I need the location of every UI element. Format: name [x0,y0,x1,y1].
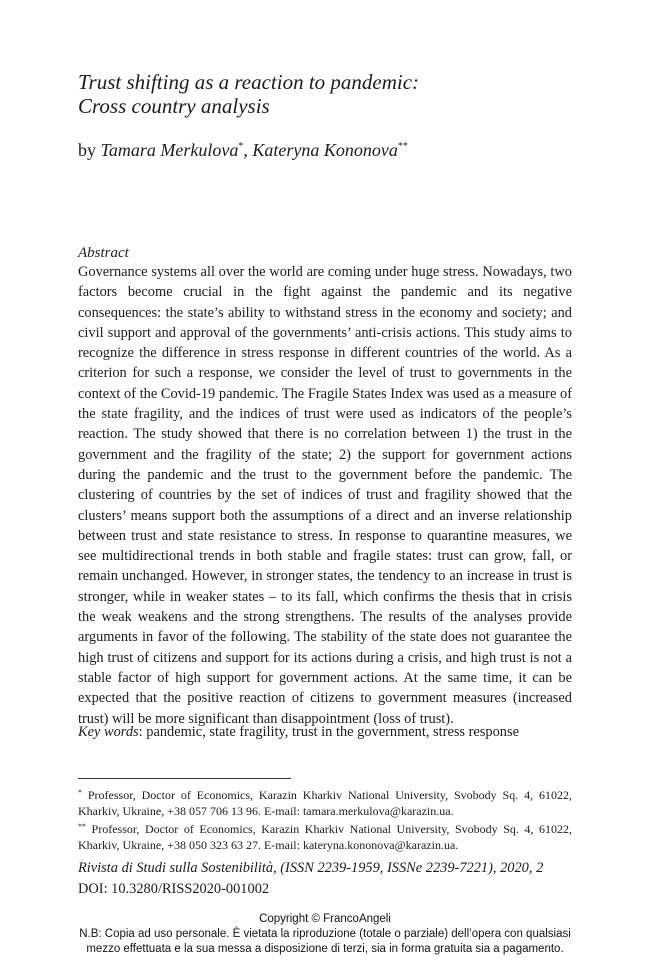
title-line-1: Trust shifting as a reaction to pandemic: [78,70,420,94]
footnote-1 [78,785,572,819]
copyright-line-3: mezzo effettuata e la sua messa a disposizione di terzi, sia in forma gratuita sia a pagamento. [86,943,564,955]
footnotes [78,785,572,853]
keywords-text: pandemic, state fragility, trust in the government, stress response [146,724,519,740]
copyright-line-2: N.B: Copia ad uso personale. È vietata la riproduzione (totale o parziale) dell’opera con qualsiasi [79,928,571,940]
keywords-label: Key words [78,724,139,740]
journal-citation: Rivista di Studi sulla Sostenibilità, (ISSN 2239-1959, ISSNe 2239-7221), 2020, 2 [78,860,544,876]
keywords-colon: : [138,724,147,740]
author-name-1: Tamara Merkulova [100,140,239,160]
byline-separator: , [243,140,253,160]
author-1-footnote-mark: * [238,141,244,152]
footnote-2-mark: ** [78,822,86,831]
author-name-2: Kateryna Kononova [252,140,398,160]
footnote-1-mark: * [78,788,82,797]
doi-line: DOI: 10.3280/RISS2020-001002 [78,881,270,897]
footnote-divider [78,778,291,779]
article-title [78,70,598,118]
abstract-heading: Abstract [78,245,129,261]
copyright-notice [0,912,650,957]
author-byline [78,136,408,161]
footnote-2-text: Professor, Doctor of Economics, Karazin Kharkiv National University, Svobody Sq. 4, 61022, Kharkiv, Ukraine, +38 050 323 63 27. E-mail: kateryna.kononova@karazin.ua. [78,822,572,852]
title-line-2: Cross country analysis [78,94,270,118]
copyright-line-1: Copyright © FrancoAngeli [259,913,391,925]
footnote-1-text: Professor, Doctor of Economics, Karazin Kharkiv National University, Svobody Sq. 4, 61022, Kharkiv, Ukraine, +38 057 706 13 96. E-mail: tamara.merkulova@karazin.ua. [78,788,572,818]
byline-prefix: by [78,140,101,160]
keywords-line [78,722,572,742]
author-2-footnote-mark: ** [397,141,408,152]
footnote-2 [78,819,572,853]
abstract-body: Governance systems all over the world are coming under huge stress. Nowadays, two factors become crucial in the fight against the pandemic and its negative consequences: the state’s ability to withstand stress in the economy and society; and civil support and approval of the governments’ anti-crisis actions. This study aims to recognize the difference in stress response in different countries of the world. As a criterion for such a response, we consider the level of trust to governments in the context of the Covid-19 pandemic. The Fragile States Index was used as a measure of the state fragility, and the indices of trust were used as indicators of the people’s reaction. The study showed that there is no correlation between 1) the trust in the government and the fragility of the state; 2) the support for government actions during the pandemic and the trust to the government before the pandemic. The clustering of countries by the set of indices of trust and fragility showed that the clusters’ means support both the assumptions of a direct and an inverse relationship between trust and state resistance to stress. In response to quarantine measures, we see multidirectional trends in both stable and fragile states: trust can grow, fall, or remain unchanged. However, in stronger states, the tendency to an increase in trust is stronger, while in weaker states – to its fall, which confirms the thesis that in crisis the weak weakens and the strong strengthens. The results of the analyses provide arguments in favor of the following. The stability of the state does not guarantee the high trust of citizens and support for its actions during a crisis, and high trust is not a stable factor of high support for government actions. At the same time, it can be expected that the positive reaction of citizens to government measures (increased trust) will be more significant than disappointment (loss of trust). [78,264,572,727]
